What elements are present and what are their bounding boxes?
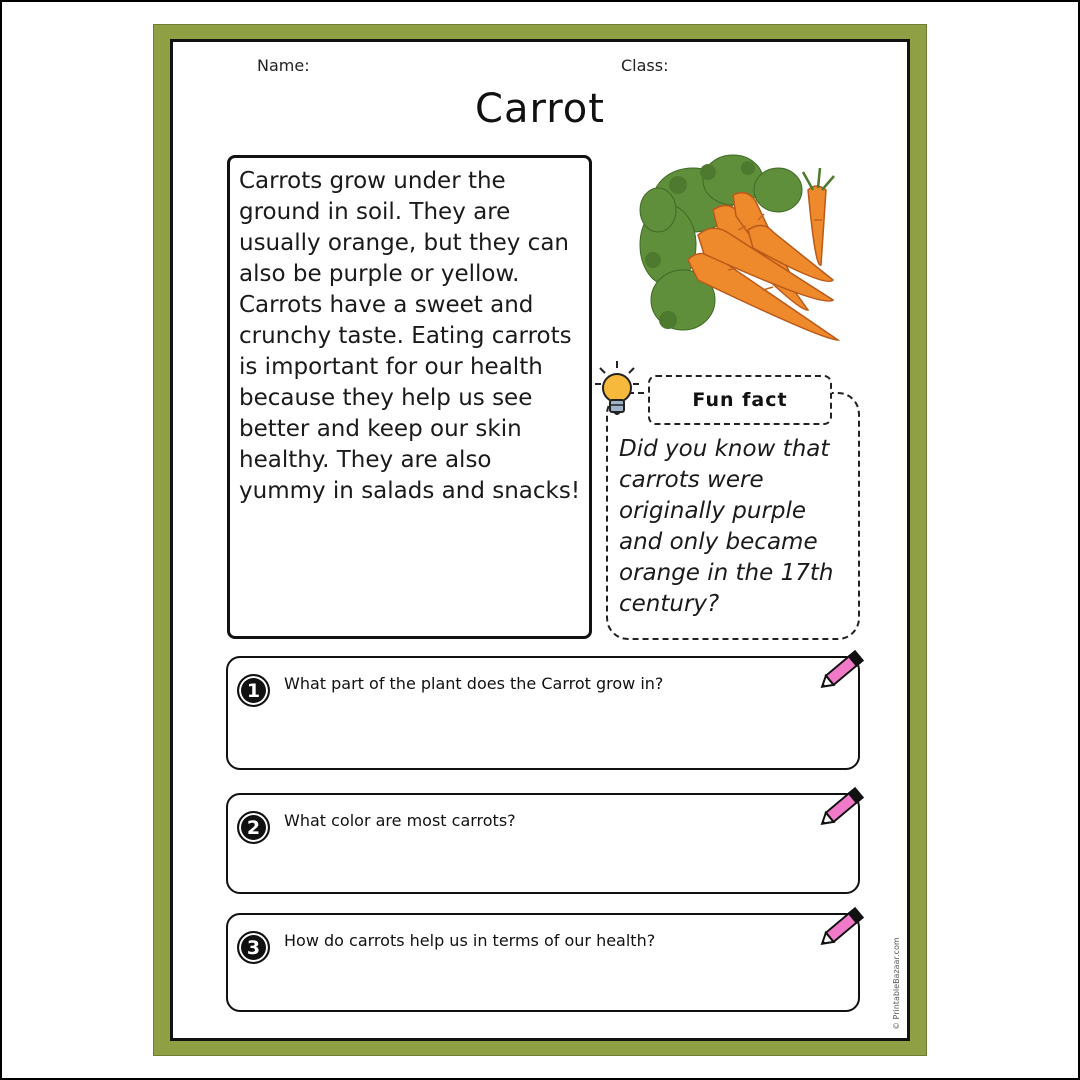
question-box-3[interactable] — [226, 913, 860, 1012]
question-text-1: What part of the plant does the Carrot grow in? — [284, 674, 664, 693]
lightbulb-icon — [594, 360, 640, 420]
pencil-icon — [816, 648, 868, 692]
copyright-text: © PrintableBazaar.com — [892, 937, 901, 1030]
question-number-2: 2 — [237, 811, 270, 844]
question-number-1: 1 — [237, 674, 270, 707]
question-box-2[interactable] — [226, 793, 860, 894]
page-title: Carrot — [475, 86, 605, 132]
class-label: Class: — [621, 56, 669, 75]
pencil-icon — [816, 905, 868, 949]
passage-text: Carrots grow under the ground in soil. They are usually orange, but they can also be purple or yellow. Carrots have a sweet and crunchy taste. Eating carrots is important for our health because they help us see better and keep our skin healthy. They are also yummy in salads and snacks! — [239, 168, 581, 504]
question-number-3: 3 — [237, 931, 270, 964]
carrot-bunch-illustration — [638, 150, 843, 350]
question-text-3: How do carrots help us in terms of our health? — [284, 931, 656, 950]
question-box-1[interactable] — [226, 656, 860, 770]
pencil-icon — [816, 785, 868, 829]
name-label: Name: — [257, 56, 310, 75]
fun-fact-title: Fun fact — [648, 375, 832, 425]
passage-box — [227, 155, 592, 639]
question-text-2: What color are most carrots? — [284, 811, 516, 830]
fun-fact-text: Did you know that carrots were originally purple and only became orange in the 17th century? — [619, 436, 834, 617]
